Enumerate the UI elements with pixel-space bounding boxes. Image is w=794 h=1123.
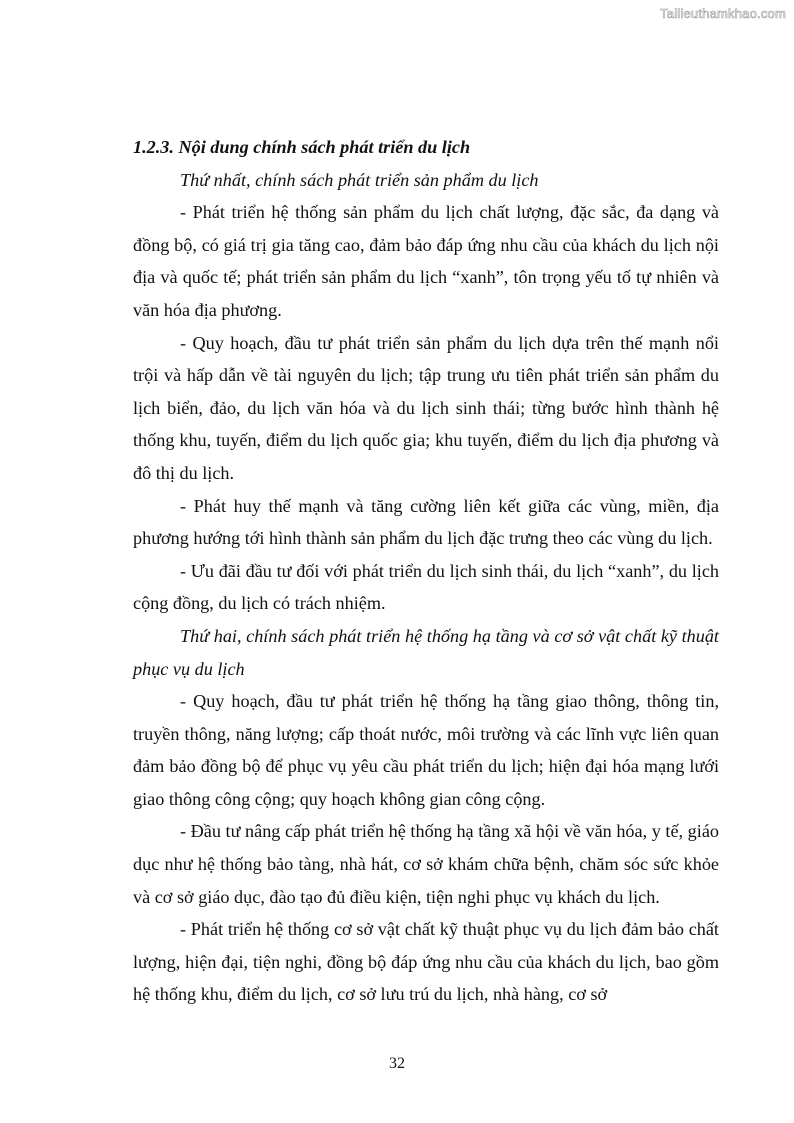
document-body	[133, 131, 719, 1011]
paragraph: - Phát huy thế mạnh và tăng cường liên kết giữa các vùng, miền, địa phương hướng tới hình thành sản phẩm du lịch đặc trưng theo các vùng du lịch.	[133, 495, 719, 549]
paragraph: - Đầu tư nâng cấp phát triển hệ thống hạ tầng xã hội về văn hóa, y tế, giáo dục như hệ thống bảo tàng, nhà hát, cơ sở khám chữa bệnh, chăm sóc sức khỏe và cơ sở giáo dục, đào tạo đủ điều kiện, tiện nghi phục vụ khách du lịch.	[133, 821, 719, 907]
subsection-title-2: Thứ hai, chính sách phát triển hệ thống hạ tầng và cơ sở vật chất kỹ thuật phục vụ du lịch	[133, 625, 719, 679]
watermark-text: Tailieuthamkhao.com	[660, 6, 786, 21]
paragraph: - Quy hoạch, đầu tư phát triển sản phẩm du lịch dựa trên thế mạnh nổi trội và hấp dẫn về tài nguyên du lịch; tập trung ưu tiên phát triển sản phẩm du lịch biển, đảo, du lịch văn hóa và du lịch sinh thái; từng bước hình thành hệ thống khu, tuyến, điểm du lịch quốc gia; khu tuyến, điểm du lịch địa phương và đô thị du lịch.	[133, 332, 719, 483]
section-heading: 1.2.3. Nội dung chính sách phát triển du lịch	[133, 137, 471, 157]
paragraph: - Ưu đãi đầu tư đối với phát triển du lịch sinh thái, du lịch “xanh”, du lịch cộng đồng, du lịch có trách nhiệm.	[133, 560, 719, 614]
paragraph: - Phát triển hệ thống cơ sở vật chất kỹ thuật phục vụ du lịch đảm bảo chất lượng, hiện đại, tiện nghi, đồng bộ đáp ứng nhu cầu của khách du lịch, bao gồm hệ thống khu, điểm du lịch, cơ sở lưu trú du lịch, nhà hàng, cơ sở	[133, 919, 719, 1005]
paragraph: - Phát triển hệ thống sản phẩm du lịch chất lượng, đặc sắc, đa dạng và đồng bộ, có giá trị gia tăng cao, đảm bảo đáp ứng nhu cầu của khách du lịch nội địa và quốc tế; phát triển sản phẩm du lịch “xanh”, tôn trọng yếu tố tự nhiên và văn hóa địa phương.	[133, 202, 719, 320]
paragraph: - Quy hoạch, đầu tư phát triển hệ thống hạ tầng giao thông, thông tin, truyền thông, năng lượng; cấp thoát nước, môi trường và các lĩnh vực liên quan đảm bảo đồng bộ để phục vụ yêu cầu phát triển du lịch; hiện đại hóa mạng lưới giao thông công cộng; quy hoạch không gian công cộng.	[133, 691, 719, 809]
page-number: 32	[389, 1055, 405, 1072]
subsection-title-1: Thứ nhất, chính sách phát triển sản phẩm du lịch	[180, 169, 539, 190]
